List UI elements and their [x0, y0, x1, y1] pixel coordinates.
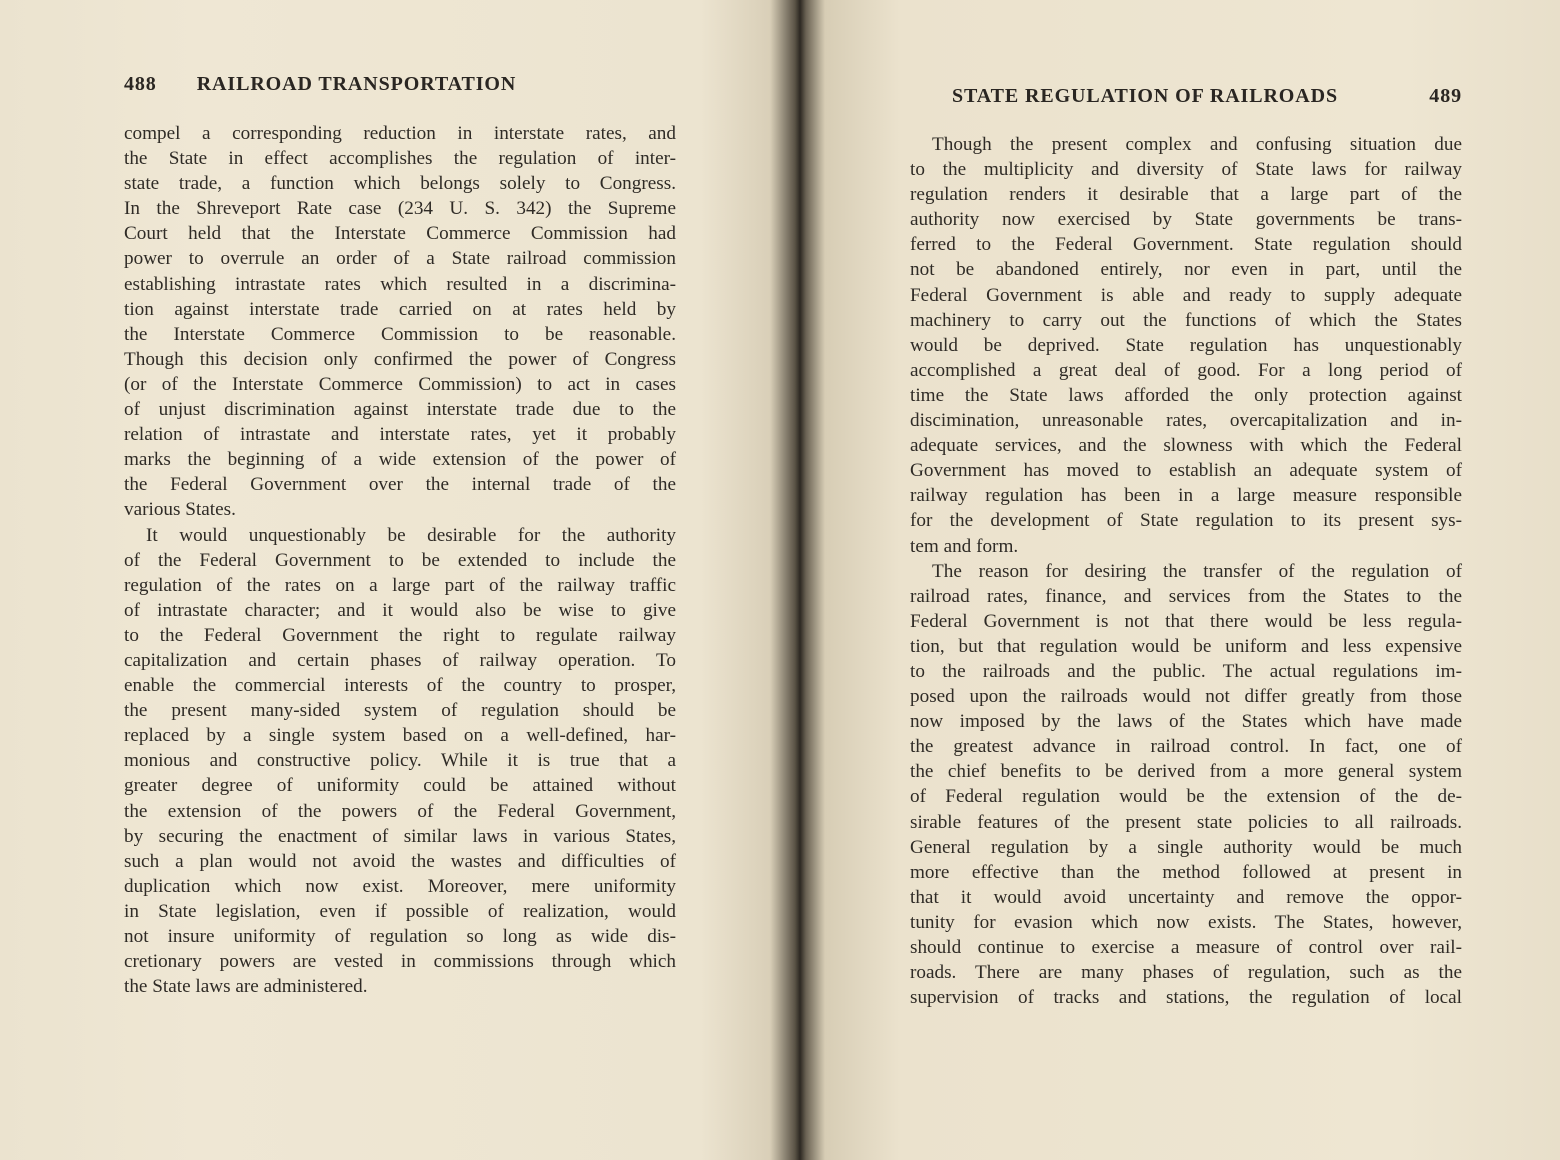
text-line: relation of intrastate and interstate rates, yet it probably [124, 424, 676, 446]
text-line: for the development of State regulation to its present sys- [910, 510, 1462, 532]
text-line: enable the commercial interests of the country to prosper, [124, 675, 676, 697]
text-line: the chief benefits to be derived from a more general system [910, 761, 1462, 783]
right-running-head [952, 85, 1462, 108]
text-line: It would unquestionably be desirable for the authority [146, 524, 676, 546]
text-line: The reason for desiring the transfer of the regulation of [932, 560, 1462, 582]
text-line: tion against interstate trade carried on at rates held by [124, 298, 676, 320]
text-line: the State in effect accomplishes the regulation of inter- [124, 148, 676, 170]
text-line: discimination, unreasonable rates, overcapitalization and in- [910, 410, 1462, 432]
text-line: time the State laws afforded the only protection against [910, 384, 1462, 406]
text-line: adequate services, and the slowness with which the Federal [910, 435, 1462, 457]
left-text-column [124, 121, 676, 999]
text-line: Though the present complex and confusing situation due [932, 134, 1462, 155]
text-line: duplication which now exist. Moreover, mere uniformity [124, 875, 676, 897]
left-running-head [124, 73, 584, 96]
text-line: General regulation by a single authority would be much [910, 836, 1462, 858]
text-line: roads. There are many phases of regulation, such as the [910, 962, 1462, 984]
text-line: the extension of the powers of the Federal Government, [124, 800, 676, 822]
text-line: railway regulation has been in a large measure responsible [910, 485, 1462, 507]
text-line: the present many-sided system of regulation should be [124, 700, 676, 722]
text-line: accomplished a great deal of good. For a long period of [910, 359, 1462, 381]
text-line: posed upon the railroads would not differ greatly from those [910, 686, 1462, 708]
text-line: to the multiplicity and diversity of State laws for railway [910, 159, 1462, 181]
right-text-column [910, 132, 1462, 1010]
text-line: in State legislation, even if possible of realization, would [124, 900, 676, 922]
text-line: Federal Government is not that there would be less regula- [910, 610, 1462, 632]
text-line: would be deprived. State regulation has unquestionably [910, 334, 1462, 356]
text-line: of the Federal Government to be extended to include the [124, 549, 676, 571]
text-line: by securing the enactment of similar laws in various States, [124, 825, 676, 847]
text-line: supervision of tracks and stations, the regulation of local [910, 987, 1462, 1009]
text-line: greater degree of uniformity could be attained without [124, 775, 676, 797]
text-line: monious and constructive policy. While it is true that a [124, 750, 676, 772]
right-page [806, 0, 1560, 1160]
text-line: Government has moved to establish an adequate system of [910, 460, 1462, 482]
text-line: authority now exercised by State governments be trans- [910, 209, 1462, 231]
text-line: should continue to exercise a measure of control over rail- [910, 937, 1462, 958]
text-line: In the Shreveport Rate case (234 U. S. 342) the Supreme [124, 198, 676, 220]
text-line: of Federal regulation would be the extension of the de- [910, 786, 1462, 808]
text-line: of unjust discrimination against interstate trade due to the [124, 399, 676, 421]
text-line: the Interstate Commerce Commission to be reasonable. [124, 323, 676, 345]
text-line: of intrastate character; and it would also be wise to give [124, 599, 676, 621]
right-running-title: STATE REGULATION OF RAILROADS [952, 85, 1338, 107]
text-line: capitalization and certain phases of railway operation. To [124, 649, 676, 671]
text-line: such a plan would not avoid the wastes and difficulties of [124, 850, 676, 872]
text-line: establishing intrastate rates which resulted in a discrimina- [124, 273, 676, 295]
text-line: compel a corresponding reduction in interstate rates, and [124, 123, 676, 144]
text-line: tem and form. [910, 535, 1019, 557]
text-line: replaced by a single system based on a well-defined, har- [124, 725, 676, 747]
text-line: power to overrule an order of a State railroad commission [124, 248, 676, 270]
text-line: state trade, a function which belongs solely to Congress. [124, 173, 676, 195]
text-line: the State laws are administered. [124, 976, 368, 998]
left-running-title: RAILROAD TRANSPORTATION [196, 73, 517, 95]
left-page-number: 488 [124, 73, 157, 95]
text-line: now imposed by the laws of the States which have made [910, 711, 1462, 733]
text-line: tion, but that regulation would be uniform and less expensive [910, 635, 1462, 657]
text-line: regulation renders it desirable that a large part of the [910, 184, 1462, 206]
text-line: (or of the Interstate Commerce Commission) to act in cases [124, 373, 676, 395]
text-line: to the railroads and the public. The actual regulations im- [910, 660, 1462, 682]
text-line: more effective than the method followed at present in [910, 861, 1462, 883]
text-line: tunity for evasion which now exists. The States, however, [910, 911, 1462, 933]
text-line: ferred to the Federal Government. State regulation should [910, 234, 1462, 256]
text-line: regulation of the rates on a large part of the railway traffic [124, 574, 676, 596]
text-line: that it would avoid uncertainty and remove the oppor- [910, 886, 1462, 908]
text-line: machinery to carry out the functions of which the States [910, 309, 1462, 331]
text-line: to the Federal Government the right to regulate railway [124, 624, 676, 646]
text-line: the Federal Government over the internal trade of the [124, 474, 676, 496]
text-line: Though this decision only confirmed the power of Congress [124, 348, 676, 370]
text-line: various States. [124, 499, 236, 521]
text-line: cretionary powers are vested in commissions through which [124, 951, 676, 973]
right-page-number: 489 [1429, 85, 1462, 107]
text-line: not insure uniformity of regulation so long as wide dis- [124, 926, 676, 947]
text-line: Federal Government is able and ready to supply adequate [910, 284, 1462, 306]
text-line: Court held that the Interstate Commerce Commission had [124, 223, 676, 245]
text-line: sirable features of the present state policies to all railroads. [910, 811, 1462, 833]
text-line: the greatest advance in railroad control. In fact, one of [910, 736, 1462, 758]
text-line: railroad rates, finance, and services from the States to the [910, 585, 1462, 607]
text-line: not be abandoned entirely, nor even in part, until the [910, 259, 1462, 281]
text-line: marks the beginning of a wide extension of the power of [124, 449, 676, 471]
